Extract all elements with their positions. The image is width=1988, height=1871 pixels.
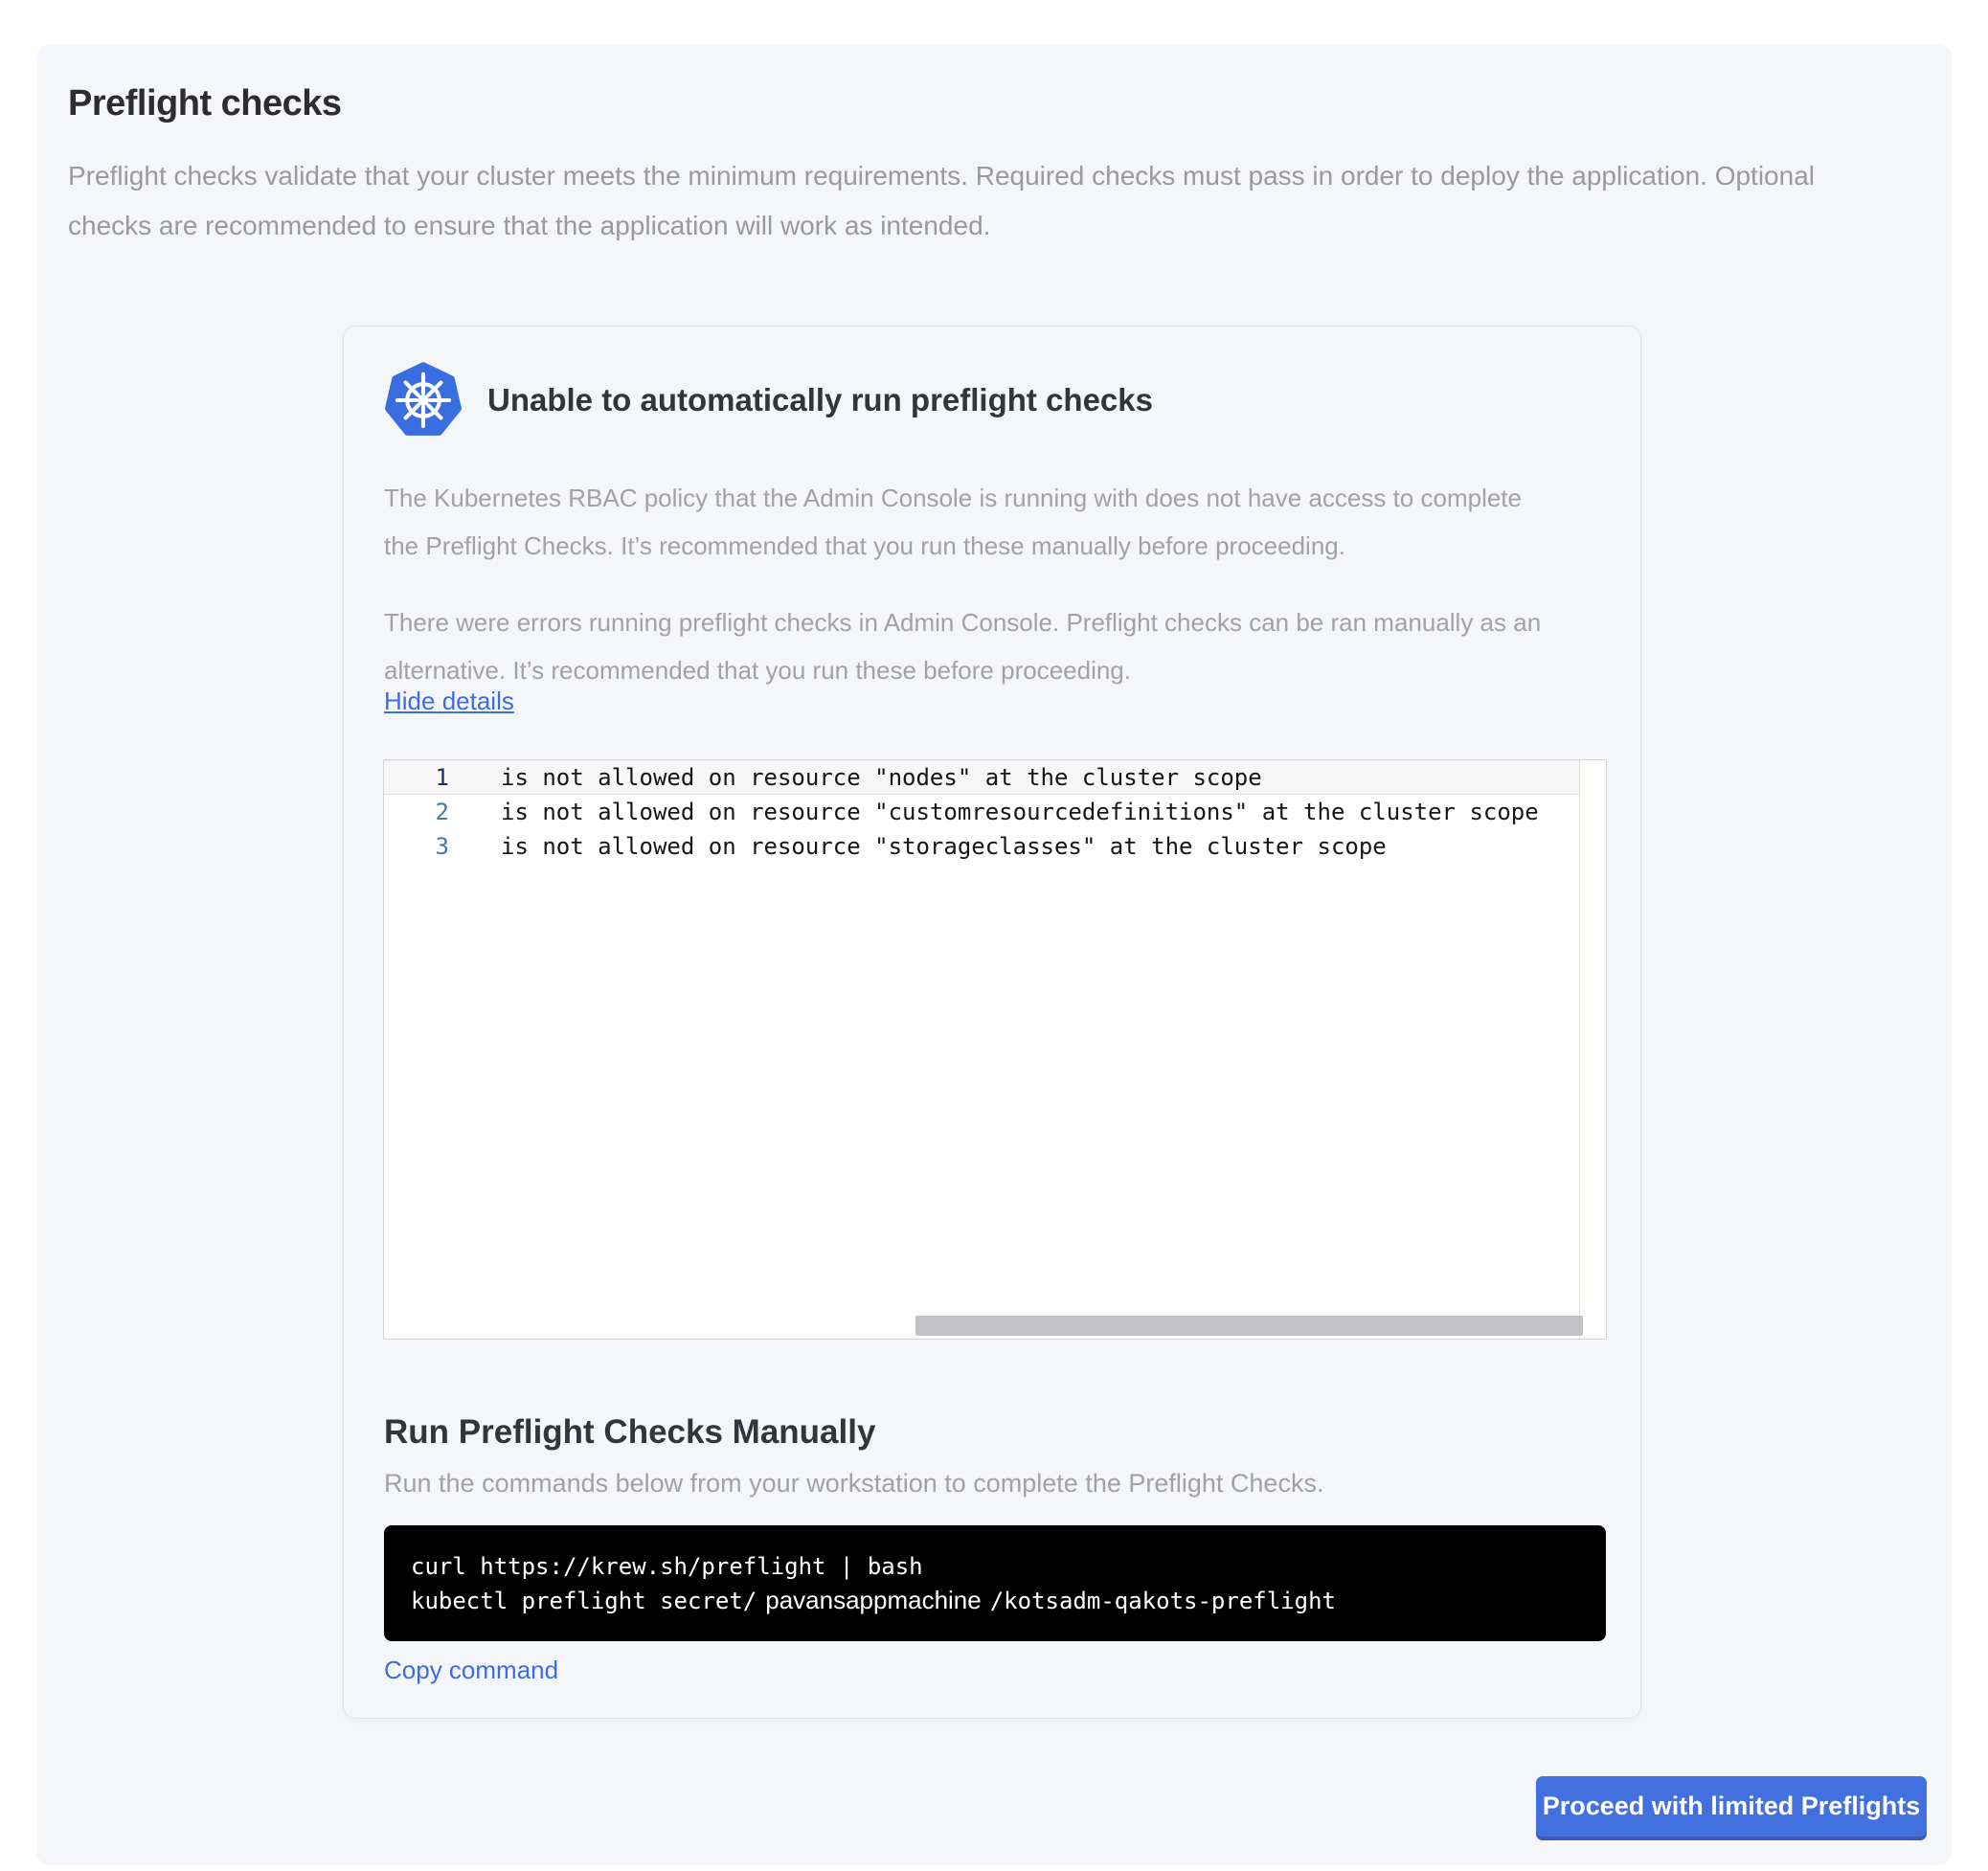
copy-command-link[interactable]: Copy command [384, 1656, 559, 1684]
card-heading: Unable to automatically run preflight checks [487, 382, 1153, 417]
page-title: Preflight checks [68, 83, 342, 124]
hide-details-link[interactable]: Hide details [384, 687, 514, 715]
preflight-panel [36, 44, 1952, 1865]
editor-horizontal-scrollbar-thumb[interactable] [915, 1316, 1583, 1336]
command-code-block [384, 1525, 1606, 1641]
errors-paragraph: There were errors running preflight checks in Admin Console. Preflight checks can be ran manually as an alternative. It’s recommended that you run these before proceeding. [384, 608, 1542, 685]
line-text: is not allowed on resource "customresourcedefinitions" at the cluster scope [501, 799, 1539, 825]
command-secret-name: pavansappmachine [765, 1586, 982, 1614]
preflight-error-card [343, 326, 1641, 1719]
line-number: 2 [435, 799, 449, 825]
command-line-2-prefix: kubectl preflight secret/ [411, 1588, 757, 1614]
line-text: is not allowed on resource "nodes" at the cluster scope [501, 764, 1262, 791]
proceed-with-limited-preflights-button[interactable]: Proceed with limited Preflights [1536, 1776, 1927, 1837]
card-header [384, 361, 1153, 440]
editor-line [384, 795, 1580, 829]
error-details-editor[interactable] [383, 759, 1607, 1340]
editor-line [384, 760, 1580, 795]
line-text: is not allowed on resource "storageclasses" at the cluster scope [501, 833, 1387, 860]
page-subtitle: Preflight checks validate that your cluster meets the minimum requirements. Required checks must pass in order to deploy the application. Optional checks are recommended to ensure that the application will work as intended. [68, 161, 1815, 240]
editor-vertical-scrollbar[interactable] [1579, 760, 1606, 1339]
rbac-policy-paragraph: The Kubernetes RBAC policy that the Admin Console is running with does not have access to complete the Preflight Checks. It’s recommended that you run these manually before proceeding. [384, 484, 1522, 560]
kubernetes-icon [384, 361, 463, 440]
editor-line [384, 829, 1580, 864]
line-number: 1 [435, 764, 449, 791]
editor-lines [384, 760, 1580, 864]
line-number: 3 [435, 833, 449, 860]
run-manually-heading: Run Preflight Checks Manually [384, 1413, 876, 1452]
run-manually-subheading: Run the commands below from your workstation to complete the Preflight Checks. [384, 1469, 1324, 1498]
command-line-2-suffix: /kotsadm-qakots-preflight [989, 1588, 1336, 1614]
command-line-1: curl https://krew.sh/preflight | bash [411, 1553, 923, 1580]
